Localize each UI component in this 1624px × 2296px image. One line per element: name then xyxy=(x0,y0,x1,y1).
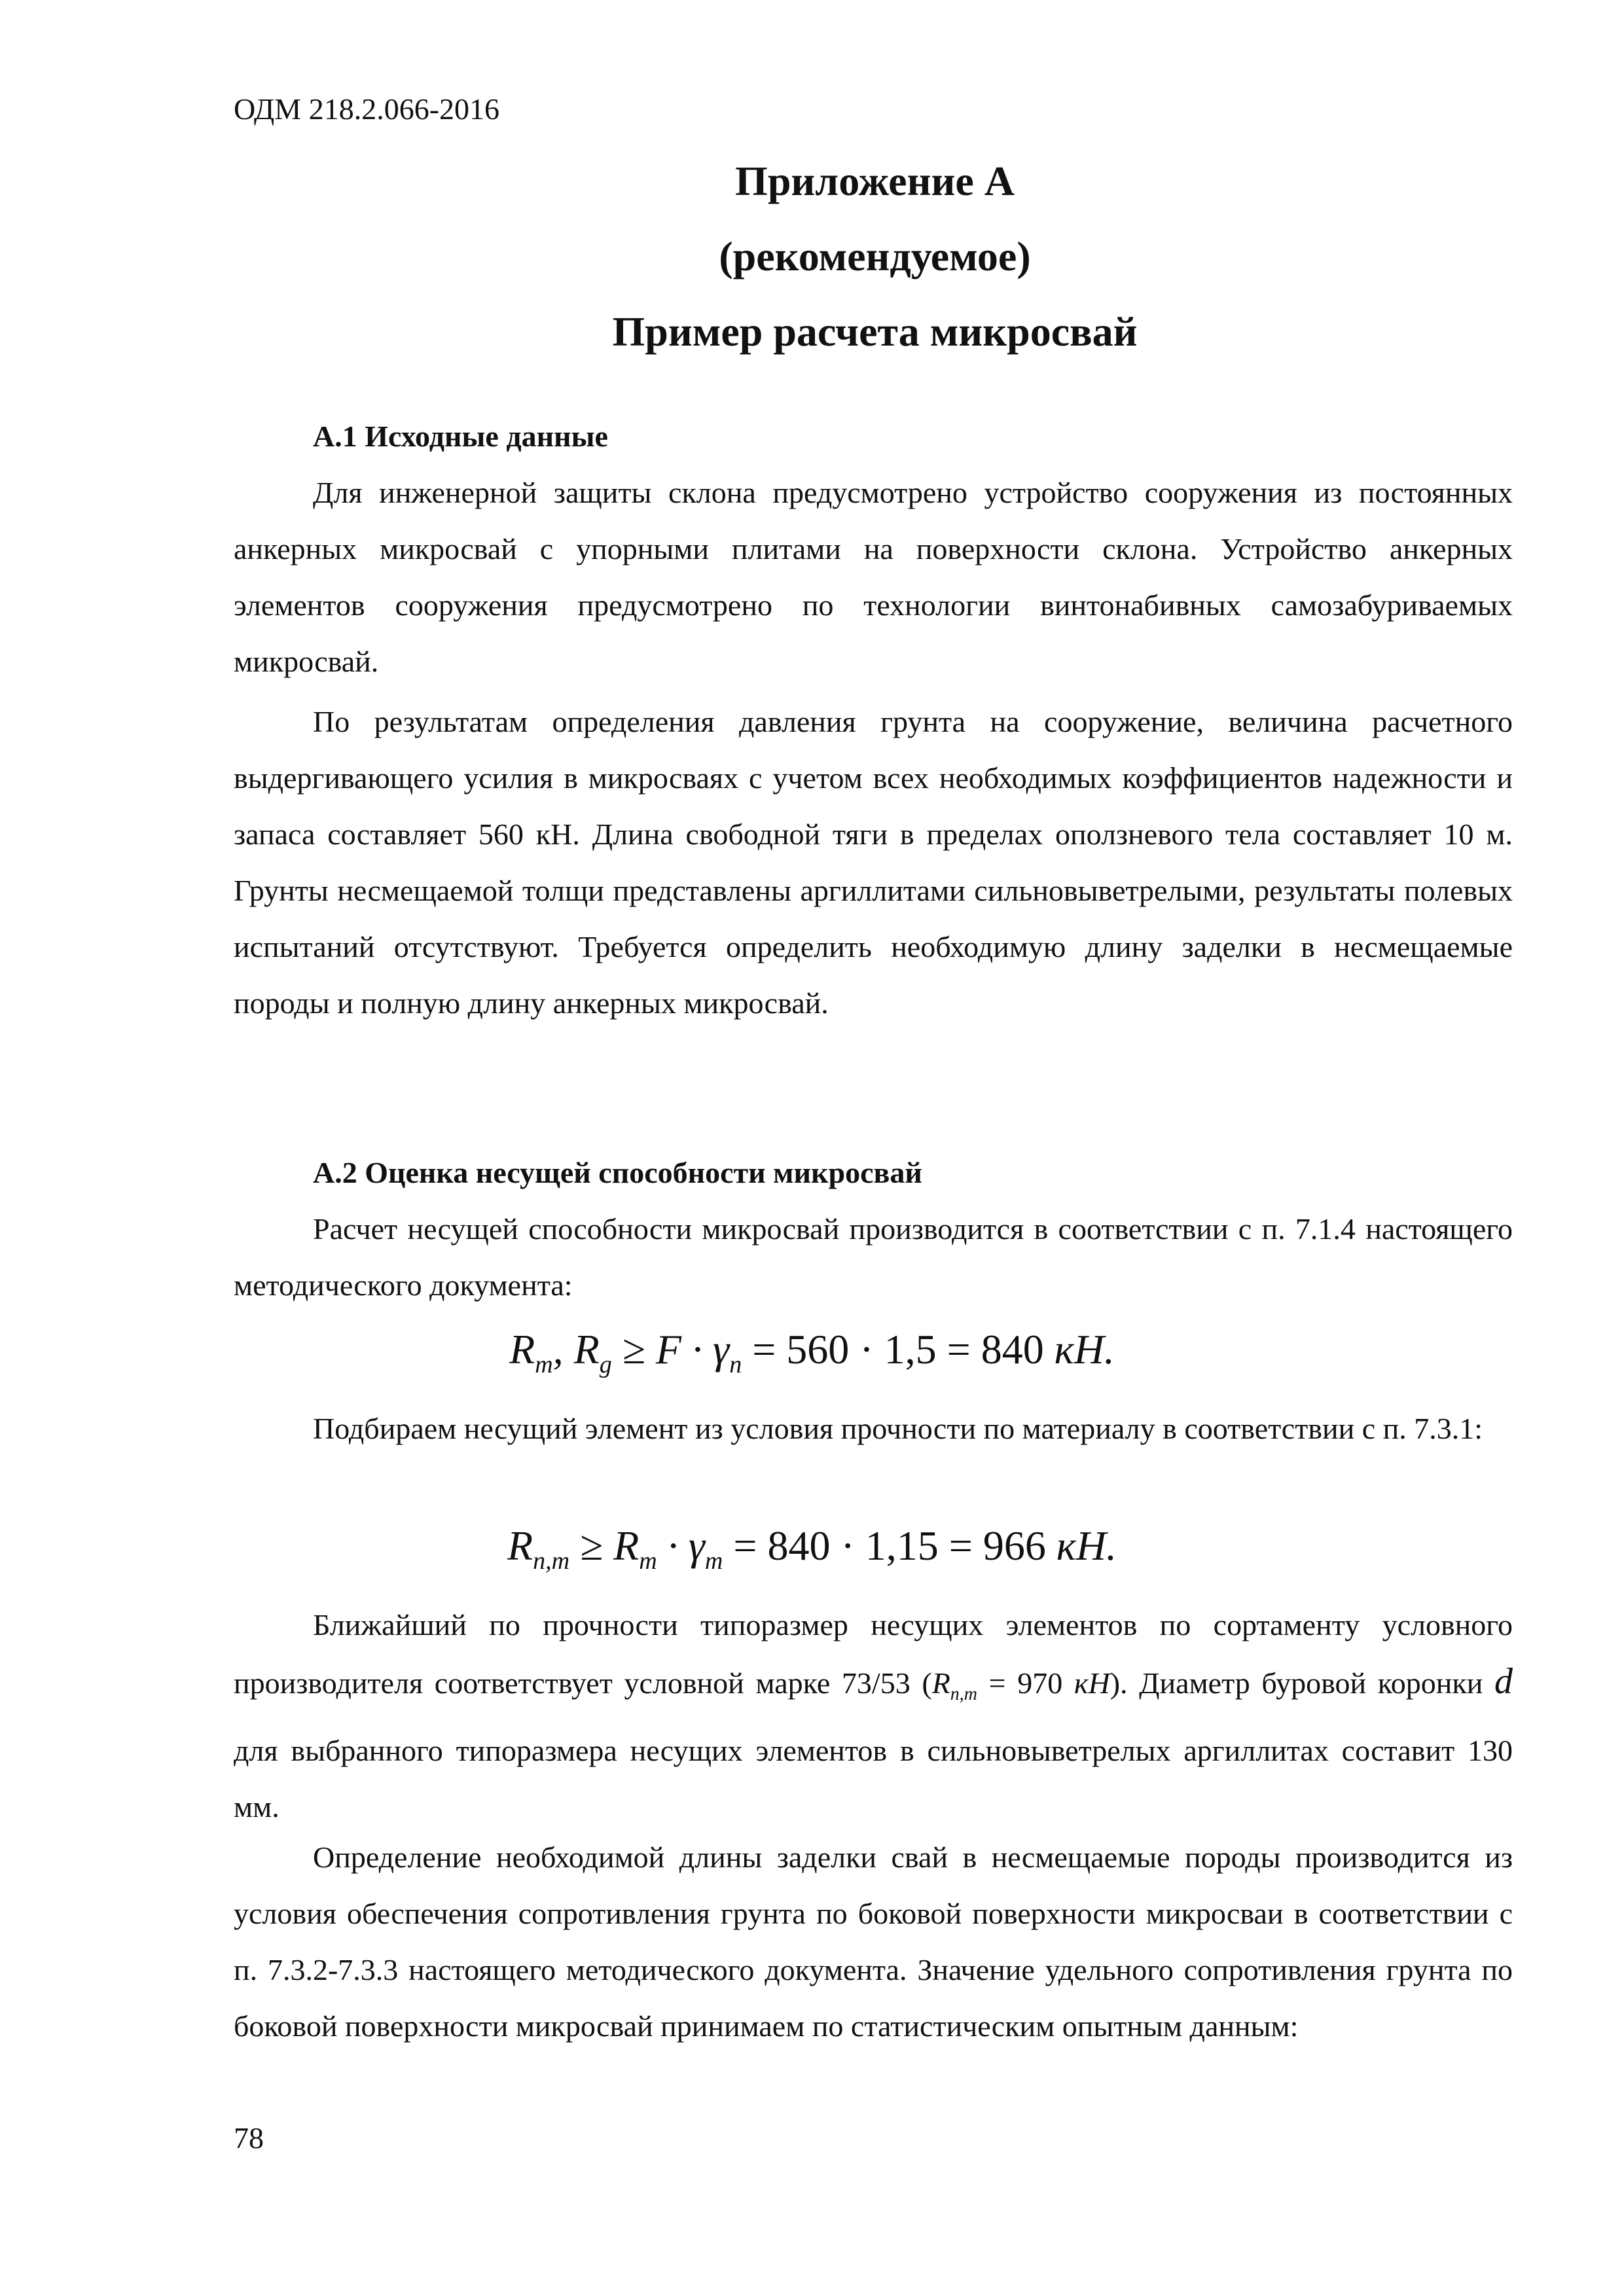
appendix-status: (рекомендуемое) xyxy=(719,233,1031,279)
section-a1-paragraph-1-text: Для инженерной защиты склона предусмотрено устройство сооружения из постоянных анкерных микросвай с упорными плитами на поверхности склона. Устройство анкерных элементов сооружения предусмотрено по технологии винтонабивных самозабуриваемых микросвай. xyxy=(234,476,1513,678)
section-a2-paragraph-1-text: Расчет несущей способности микросвай производится в соответствии с п. 7.1.4 настоящего методического документа: xyxy=(234,1212,1513,1302)
section-a2-paragraph-3-text-a: Ближайший по прочности типоразмер несущих элементов по сортаменту условного производителя соответствует условной марке 73/53 ( xyxy=(234,1608,1513,1700)
formula1-result: = 560 · 1,5 = 840 xyxy=(742,1326,1055,1372)
section-a2-paragraph-3-text-c: ). Диаметр буровой коронки xyxy=(1110,1666,1494,1700)
formula1-lhs-sub-g: g xyxy=(599,1351,612,1378)
formula2-middle: · γ xyxy=(657,1522,705,1569)
section-a2-paragraph-2-text: Подбираем несущий элемент из условия прочности по материалу в соответствии с п. 7.3.1: xyxy=(313,1412,1483,1445)
section-a1-paragraph-2 xyxy=(234,694,1513,1031)
formula1-lhs: R xyxy=(509,1326,535,1372)
formula1-lhs-sub-m: m xyxy=(535,1351,553,1378)
formula-bearing-capacity xyxy=(0,1325,1624,1379)
appendix-subject: Пример расчета микросвай xyxy=(612,308,1138,355)
formula2-middle-sub: m xyxy=(704,1547,723,1575)
section-a2-paragraph-2 xyxy=(234,1401,1513,1457)
formula2-unit: кН. xyxy=(1056,1522,1117,1569)
section-a2-paragraph-3 xyxy=(234,1597,1513,1835)
formula2-relation-sub: m xyxy=(639,1547,657,1575)
formula1-unit: кН. xyxy=(1054,1326,1115,1372)
formula1-relation: ≥ F · γ xyxy=(611,1326,730,1372)
inline-symbol-r-sub: n,m xyxy=(950,1684,978,1704)
section-a2-paragraph-3-text-b: = 970 xyxy=(977,1666,1074,1700)
section-a2-paragraph-3-text-e: для выбранного типоразмера несущих элементов в сильновыветрелых аргиллитах составит 130 мм. xyxy=(234,1734,1513,1823)
section-a2-paragraph-4-text: Определение необходимой длины заделки свай в несмещаемые породы производится из условия обеспечения сопротивления грунта по боковой поверхности микросваи в соответствии с п. 7.3.2-7.3.3 настоящего методического документа. Значение удельного сопротивления грунта по боковой поверхности микросвай принимаем по статистическим опытным данным: xyxy=(234,1840,1513,2043)
section-a2-paragraph-1 xyxy=(234,1201,1513,1314)
section-a2-heading: А.2 Оценка несущей способности микросвай xyxy=(313,1156,922,1189)
formula2-lhs: R xyxy=(507,1522,533,1569)
section-a1-paragraph-1 xyxy=(234,465,1513,690)
appendix-title: Приложение А xyxy=(735,158,1015,204)
formula1-relation-sub: n xyxy=(729,1351,742,1378)
inline-unit-kn: кН xyxy=(1074,1666,1110,1700)
page-number: 78 xyxy=(234,2121,264,2155)
section-a1-paragraph-2-text: По результатам определения давления грунта на сооружение, величина расчетного выдергивающего усилия в микросваях с учетом всех необходимых коэффициентов надежности и запаса составляет 560 кН. Длина свободной тяги в пределах оползневого тела составляет 10 м. Грунты несмещаемой толщи представлены аргиллитами сильновыветрелыми, результаты полевых испытаний отсутствуют. Требуется определить необходимую длину заделки в несмещаемые породы и полную длину анкерных микросвай. xyxy=(234,705,1513,1020)
formula-material-strength xyxy=(0,1522,1624,1575)
inline-symbol-d: d xyxy=(1494,1661,1513,1702)
formula2-lhs-sub: n,m xyxy=(533,1547,570,1575)
inline-symbol-r: R xyxy=(931,1666,950,1700)
formula2-result: = 840 · 1,15 = 966 xyxy=(723,1522,1056,1569)
section-a2-paragraph-4 xyxy=(234,1829,1513,2054)
formula2-relation: ≥ R xyxy=(569,1522,640,1569)
section-a1-heading: А.1 Исходные данные xyxy=(313,420,608,453)
formula1-separator: , R xyxy=(552,1326,600,1372)
document-code: ОДМ 218.2.066-2016 xyxy=(234,92,500,126)
